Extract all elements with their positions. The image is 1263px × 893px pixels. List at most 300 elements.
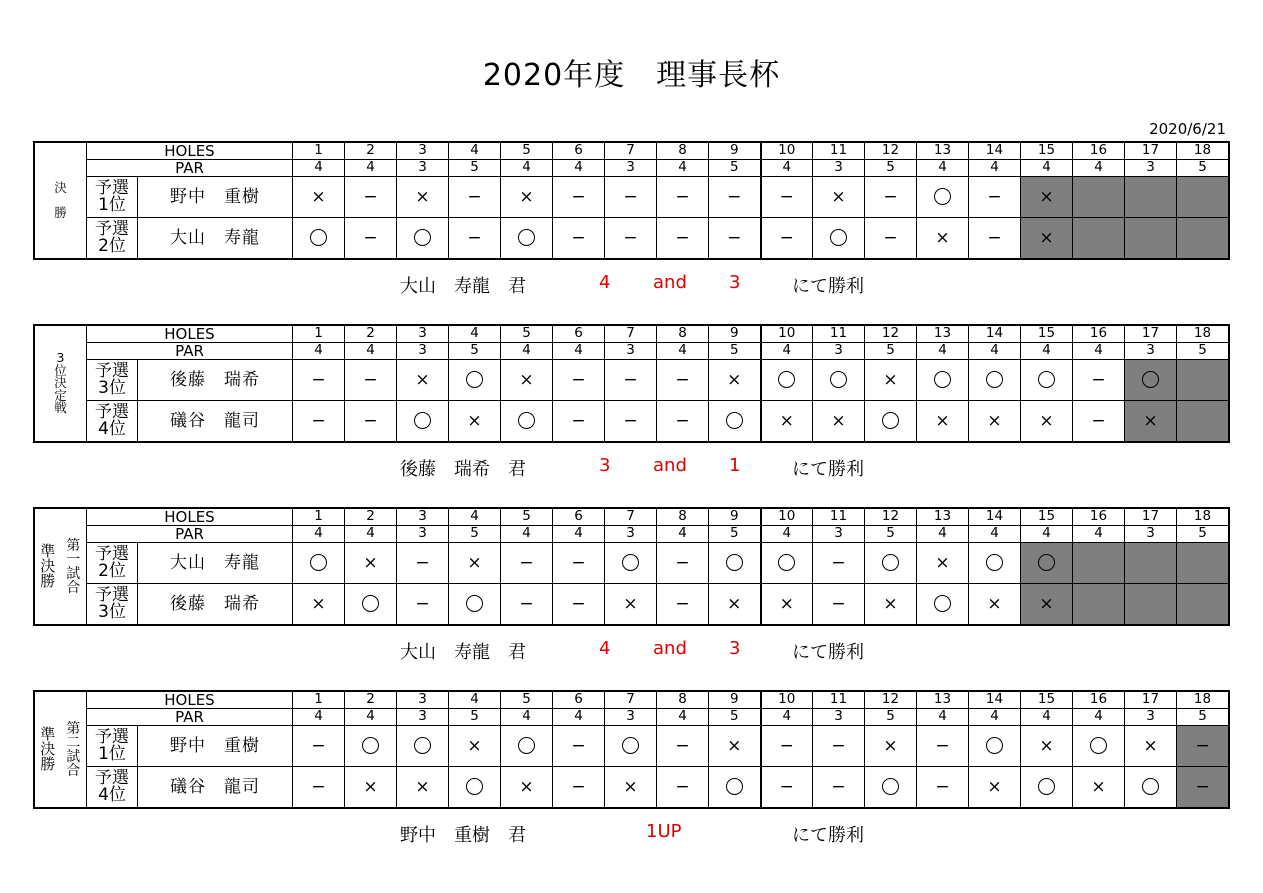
match-result bbox=[0, 455, 1263, 481]
hole-number: 12 bbox=[865, 509, 917, 526]
seed-label: 予選 1位 bbox=[87, 726, 138, 767]
hole-result: − bbox=[969, 177, 1021, 218]
hole-result: × bbox=[1021, 177, 1073, 218]
hole-number: 7 bbox=[605, 509, 657, 526]
hole-number: 13 bbox=[917, 509, 969, 526]
par-value: 4 bbox=[553, 526, 605, 543]
mark-win-icon bbox=[986, 737, 1003, 754]
hole-result: − bbox=[345, 177, 397, 218]
round-label: 決 勝 bbox=[35, 143, 87, 259]
par-value: 3 bbox=[1125, 160, 1177, 177]
par-row bbox=[35, 343, 1229, 360]
par-value: 5 bbox=[709, 526, 761, 543]
hole-result: × bbox=[917, 218, 969, 259]
hole-result: − bbox=[865, 177, 917, 218]
hole-result: − bbox=[501, 543, 553, 584]
hole-result: − bbox=[345, 401, 397, 442]
hole-result: − bbox=[969, 218, 1021, 259]
player-name: 野中 重樹 bbox=[138, 177, 293, 218]
hole-result bbox=[397, 726, 449, 767]
hole-number: 1 bbox=[293, 692, 345, 709]
mark-win-icon bbox=[934, 371, 951, 388]
par-value: 4 bbox=[917, 709, 969, 726]
hole-result: × bbox=[605, 767, 657, 808]
par-value: 4 bbox=[917, 160, 969, 177]
mark-win-icon bbox=[830, 371, 847, 388]
hole-number: 13 bbox=[917, 326, 969, 343]
hole-result bbox=[345, 584, 397, 625]
hole-number: 8 bbox=[657, 326, 709, 343]
hole-result bbox=[1073, 726, 1125, 767]
par-value: 4 bbox=[293, 709, 345, 726]
hole-result bbox=[1125, 218, 1177, 259]
hole-result bbox=[605, 726, 657, 767]
hole-result: × bbox=[761, 584, 813, 625]
mark-win-icon bbox=[622, 554, 639, 571]
mark-win-icon bbox=[830, 229, 847, 246]
hole-result: − bbox=[553, 543, 605, 584]
match-table bbox=[34, 142, 1229, 259]
hole-result: × bbox=[501, 360, 553, 401]
par-value: 4 bbox=[969, 343, 1021, 360]
hole-result bbox=[1021, 360, 1073, 401]
page-title: 2020年度 理事長杯 bbox=[482, 58, 781, 93]
hole-result: − bbox=[553, 177, 605, 218]
player-row bbox=[35, 401, 1229, 442]
score-up: 4 bbox=[599, 638, 611, 659]
par-row bbox=[35, 709, 1229, 726]
hole-result: × bbox=[1021, 584, 1073, 625]
seed-label: 予選 3位 bbox=[87, 584, 138, 625]
par-value: 3 bbox=[813, 709, 865, 726]
par-value: 3 bbox=[1125, 709, 1177, 726]
hole-number: 16 bbox=[1073, 326, 1125, 343]
hole-result: − bbox=[813, 543, 865, 584]
subround-label: 第 二 試 合 bbox=[61, 692, 87, 808]
par-value: 3 bbox=[605, 343, 657, 360]
hole-number: 12 bbox=[865, 326, 917, 343]
hole-number: 16 bbox=[1073, 509, 1125, 526]
hole-number: 10 bbox=[761, 143, 813, 160]
hole-result: × bbox=[813, 177, 865, 218]
par-value: 5 bbox=[709, 709, 761, 726]
score-up: 1UP bbox=[646, 821, 682, 842]
par-value: 4 bbox=[1021, 526, 1073, 543]
hole-result: − bbox=[553, 584, 605, 625]
mark-win-icon bbox=[1038, 778, 1055, 795]
par-value: 5 bbox=[709, 343, 761, 360]
par-value: 4 bbox=[917, 526, 969, 543]
hole-number: 13 bbox=[917, 143, 969, 160]
hole-number: 9 bbox=[709, 143, 761, 160]
par-label: PAR bbox=[87, 160, 293, 177]
hole-number: 13 bbox=[917, 692, 969, 709]
hole-result: × bbox=[1021, 218, 1073, 259]
hole-result: − bbox=[397, 543, 449, 584]
hole-result bbox=[1125, 543, 1177, 584]
par-value: 5 bbox=[449, 709, 501, 726]
hole-number: 15 bbox=[1021, 326, 1073, 343]
hole-result bbox=[761, 543, 813, 584]
hole-number: 11 bbox=[813, 509, 865, 526]
hole-result: × bbox=[293, 584, 345, 625]
par-value: 4 bbox=[657, 526, 709, 543]
hole-number: 2 bbox=[345, 143, 397, 160]
hole-result bbox=[1177, 218, 1229, 259]
hole-result: − bbox=[1073, 360, 1125, 401]
mark-win-icon bbox=[778, 371, 795, 388]
hole-number: 2 bbox=[345, 326, 397, 343]
hole-result: − bbox=[657, 401, 709, 442]
par-value: 5 bbox=[449, 160, 501, 177]
par-value: 4 bbox=[501, 160, 553, 177]
result-suffix: にて勝利 bbox=[792, 642, 864, 663]
hole-result: × bbox=[865, 726, 917, 767]
par-value: 5 bbox=[1177, 343, 1229, 360]
hole-number: 11 bbox=[813, 326, 865, 343]
mark-win-icon bbox=[466, 371, 483, 388]
hole-result: − bbox=[657, 767, 709, 808]
par-value: 4 bbox=[1021, 709, 1073, 726]
mark-win-icon bbox=[518, 229, 535, 246]
hole-result bbox=[709, 401, 761, 442]
hole-result: × bbox=[1021, 401, 1073, 442]
hole-result bbox=[709, 767, 761, 808]
match-result bbox=[0, 638, 1263, 664]
mark-win-icon bbox=[310, 554, 327, 571]
hole-number: 14 bbox=[969, 692, 1021, 709]
hole-result: − bbox=[501, 584, 553, 625]
score-up: 4 bbox=[599, 272, 611, 293]
subround-label: 第 一 試 合 bbox=[61, 509, 87, 625]
hole-result: − bbox=[657, 543, 709, 584]
hole-number: 3 bbox=[397, 143, 449, 160]
player-name: 大山 寿龍 bbox=[138, 543, 293, 584]
hole-result bbox=[345, 726, 397, 767]
hole-result bbox=[865, 543, 917, 584]
par-value: 3 bbox=[1125, 343, 1177, 360]
par-value: 3 bbox=[605, 709, 657, 726]
hole-number: 9 bbox=[709, 509, 761, 526]
mark-win-icon bbox=[1038, 371, 1055, 388]
mark-win-icon bbox=[1038, 554, 1055, 571]
hole-number: 14 bbox=[969, 509, 1021, 526]
hole-number: 17 bbox=[1125, 143, 1177, 160]
hole-number: 15 bbox=[1021, 509, 1073, 526]
hole-number: 6 bbox=[553, 326, 605, 343]
hole-result: − bbox=[449, 218, 501, 259]
par-value: 4 bbox=[345, 343, 397, 360]
match-result bbox=[0, 272, 1263, 298]
hole-result bbox=[397, 401, 449, 442]
hole-number: 1 bbox=[293, 326, 345, 343]
par-value: 3 bbox=[397, 709, 449, 726]
hole-number: 18 bbox=[1177, 326, 1229, 343]
hole-result bbox=[761, 360, 813, 401]
hole-result: × bbox=[761, 401, 813, 442]
hole-number: 3 bbox=[397, 326, 449, 343]
hole-result bbox=[1177, 360, 1229, 401]
holes-row bbox=[35, 143, 1229, 160]
hole-result bbox=[1125, 767, 1177, 808]
hole-result: − bbox=[1177, 726, 1229, 767]
hole-result bbox=[397, 218, 449, 259]
hole-number: 17 bbox=[1125, 509, 1177, 526]
par-value: 4 bbox=[917, 343, 969, 360]
par-value: 5 bbox=[1177, 160, 1229, 177]
hole-result: − bbox=[657, 726, 709, 767]
par-value: 4 bbox=[1073, 526, 1125, 543]
par-row bbox=[35, 526, 1229, 543]
par-value: 4 bbox=[293, 343, 345, 360]
par-value: 4 bbox=[1073, 343, 1125, 360]
player-row bbox=[35, 543, 1229, 584]
par-value: 4 bbox=[293, 160, 345, 177]
match-table bbox=[34, 325, 1229, 442]
mark-win-icon bbox=[934, 595, 951, 612]
score-and: and bbox=[653, 638, 687, 659]
hole-result: × bbox=[449, 543, 501, 584]
seed-label: 予選 1位 bbox=[87, 177, 138, 218]
mark-win-icon bbox=[362, 595, 379, 612]
par-value: 4 bbox=[553, 343, 605, 360]
hole-result: × bbox=[1125, 726, 1177, 767]
hole-number: 17 bbox=[1125, 692, 1177, 709]
hole-result: × bbox=[969, 584, 1021, 625]
par-value: 4 bbox=[761, 526, 813, 543]
seed-label: 予選 2位 bbox=[87, 218, 138, 259]
mark-win-icon bbox=[882, 778, 899, 795]
par-value: 4 bbox=[1073, 160, 1125, 177]
par-value: 5 bbox=[1177, 526, 1229, 543]
score-remaining: 3 bbox=[729, 272, 741, 293]
par-value: 4 bbox=[1021, 160, 1073, 177]
par-value: 4 bbox=[501, 343, 553, 360]
par-value: 4 bbox=[553, 709, 605, 726]
hole-result: − bbox=[917, 767, 969, 808]
par-label: PAR bbox=[87, 343, 293, 360]
hole-number: 15 bbox=[1021, 692, 1073, 709]
hole-result: × bbox=[969, 767, 1021, 808]
par-value: 3 bbox=[397, 343, 449, 360]
holes-label: HOLES bbox=[87, 509, 293, 526]
hole-result: × bbox=[397, 177, 449, 218]
hole-result: − bbox=[657, 177, 709, 218]
hole-number: 4 bbox=[449, 326, 501, 343]
hole-result bbox=[293, 543, 345, 584]
mark-win-icon bbox=[518, 737, 535, 754]
seed-label: 予選 3位 bbox=[87, 360, 138, 401]
hole-number: 14 bbox=[969, 326, 1021, 343]
hole-result: × bbox=[1073, 767, 1125, 808]
seed-label: 予選 4位 bbox=[87, 401, 138, 442]
hole-result: − bbox=[553, 360, 605, 401]
player-row bbox=[35, 584, 1229, 625]
par-value: 5 bbox=[865, 160, 917, 177]
player-row bbox=[35, 726, 1229, 767]
hole-number: 7 bbox=[605, 692, 657, 709]
hole-number: 18 bbox=[1177, 143, 1229, 160]
par-value: 4 bbox=[1073, 709, 1125, 726]
hole-result: − bbox=[709, 218, 761, 259]
player-row bbox=[35, 360, 1229, 401]
result-suffix: にて勝利 bbox=[792, 459, 864, 480]
mark-win-icon bbox=[986, 554, 1003, 571]
par-value: 3 bbox=[1125, 526, 1177, 543]
hole-result bbox=[1073, 543, 1125, 584]
hole-number: 2 bbox=[345, 509, 397, 526]
hole-result bbox=[1073, 584, 1125, 625]
result-suffix: にて勝利 bbox=[792, 825, 864, 846]
hole-result bbox=[1177, 401, 1229, 442]
hole-number: 18 bbox=[1177, 692, 1229, 709]
hole-number: 18 bbox=[1177, 509, 1229, 526]
hole-result: − bbox=[761, 767, 813, 808]
hole-result: × bbox=[397, 767, 449, 808]
hole-result bbox=[865, 767, 917, 808]
hole-result: × bbox=[605, 584, 657, 625]
hole-number: 12 bbox=[865, 143, 917, 160]
hole-result: − bbox=[345, 360, 397, 401]
par-value: 3 bbox=[397, 526, 449, 543]
holes-label: HOLES bbox=[87, 326, 293, 343]
hole-result bbox=[293, 218, 345, 259]
par-value: 3 bbox=[813, 343, 865, 360]
par-value: 5 bbox=[865, 709, 917, 726]
score-up: 3 bbox=[599, 455, 611, 476]
hole-result bbox=[449, 360, 501, 401]
par-value: 4 bbox=[293, 526, 345, 543]
hole-number: 5 bbox=[501, 509, 553, 526]
hole-result bbox=[1177, 177, 1229, 218]
hole-result: − bbox=[761, 177, 813, 218]
hole-number: 10 bbox=[761, 509, 813, 526]
mark-win-icon bbox=[726, 554, 743, 571]
hole-result: − bbox=[345, 218, 397, 259]
par-label: PAR bbox=[87, 709, 293, 726]
hole-number: 5 bbox=[501, 143, 553, 160]
player-row bbox=[35, 177, 1229, 218]
hole-number: 16 bbox=[1073, 692, 1125, 709]
hole-result bbox=[813, 360, 865, 401]
hole-result bbox=[1177, 584, 1229, 625]
score-and: and bbox=[653, 272, 687, 293]
par-value: 4 bbox=[969, 526, 1021, 543]
hole-result: − bbox=[553, 218, 605, 259]
hole-result: × bbox=[865, 360, 917, 401]
par-value: 3 bbox=[813, 526, 865, 543]
player-name: 大山 寿龍 bbox=[138, 218, 293, 259]
hole-number: 4 bbox=[449, 143, 501, 160]
hole-result bbox=[501, 726, 553, 767]
mark-win-icon bbox=[414, 412, 431, 429]
hole-result: − bbox=[553, 401, 605, 442]
par-value: 4 bbox=[345, 709, 397, 726]
hole-result: × bbox=[449, 401, 501, 442]
hole-number: 10 bbox=[761, 326, 813, 343]
mark-win-icon bbox=[518, 412, 535, 429]
hole-result bbox=[969, 543, 1021, 584]
hole-result: − bbox=[449, 177, 501, 218]
hole-number: 8 bbox=[657, 143, 709, 160]
hole-result bbox=[917, 584, 969, 625]
hole-result: × bbox=[917, 401, 969, 442]
hole-number: 4 bbox=[449, 509, 501, 526]
hole-result: − bbox=[397, 584, 449, 625]
hole-result bbox=[1125, 177, 1177, 218]
hole-result bbox=[1073, 177, 1125, 218]
hole-number: 8 bbox=[657, 692, 709, 709]
hole-number: 3 bbox=[397, 509, 449, 526]
hole-result bbox=[1125, 360, 1177, 401]
mark-win-icon bbox=[986, 371, 1003, 388]
par-value: 4 bbox=[761, 709, 813, 726]
hole-result: − bbox=[293, 726, 345, 767]
hole-result: × bbox=[397, 360, 449, 401]
par-value: 5 bbox=[865, 526, 917, 543]
par-value: 4 bbox=[501, 709, 553, 726]
hole-result: × bbox=[709, 584, 761, 625]
holes-row bbox=[35, 692, 1229, 709]
par-value: 5 bbox=[709, 160, 761, 177]
hole-result bbox=[449, 767, 501, 808]
par-value: 4 bbox=[657, 160, 709, 177]
par-value: 4 bbox=[969, 709, 1021, 726]
hole-result bbox=[969, 360, 1021, 401]
hole-number: 6 bbox=[553, 692, 605, 709]
round-label: 準 決 勝 bbox=[35, 692, 61, 808]
holes-row bbox=[35, 326, 1229, 343]
match-table bbox=[34, 508, 1229, 625]
holes-label: HOLES bbox=[87, 143, 293, 160]
mark-win-icon bbox=[726, 412, 743, 429]
par-value: 4 bbox=[761, 343, 813, 360]
hole-number: 15 bbox=[1021, 143, 1073, 160]
par-value: 4 bbox=[345, 160, 397, 177]
player-row bbox=[35, 218, 1229, 259]
par-value: 4 bbox=[1021, 343, 1073, 360]
hole-result bbox=[501, 401, 553, 442]
hole-number: 4 bbox=[449, 692, 501, 709]
hole-result bbox=[969, 726, 1021, 767]
par-value: 4 bbox=[761, 160, 813, 177]
hole-number: 9 bbox=[709, 326, 761, 343]
mark-win-icon bbox=[414, 737, 431, 754]
hole-result: × bbox=[501, 767, 553, 808]
hole-result: − bbox=[813, 726, 865, 767]
hole-result bbox=[449, 584, 501, 625]
hole-result: − bbox=[293, 360, 345, 401]
hole-result: × bbox=[1021, 726, 1073, 767]
hole-result: × bbox=[449, 726, 501, 767]
player-name: 後藤 瑞希 bbox=[138, 584, 293, 625]
hole-result bbox=[1177, 543, 1229, 584]
player-name: 野中 重樹 bbox=[138, 726, 293, 767]
par-value: 4 bbox=[553, 160, 605, 177]
mark-win-icon bbox=[1142, 371, 1159, 388]
seed-label: 予選 2位 bbox=[87, 543, 138, 584]
par-value: 5 bbox=[1177, 709, 1229, 726]
mark-win-icon bbox=[778, 554, 795, 571]
hole-result: × bbox=[969, 401, 1021, 442]
winner-name: 大山 寿龍 君 bbox=[400, 276, 526, 297]
hole-result bbox=[1125, 584, 1177, 625]
winner-name: 野中 重樹 君 bbox=[400, 825, 526, 846]
hole-number: 14 bbox=[969, 143, 1021, 160]
mark-win-icon bbox=[466, 778, 483, 795]
hole-result: − bbox=[605, 218, 657, 259]
holes-label: HOLES bbox=[87, 692, 293, 709]
